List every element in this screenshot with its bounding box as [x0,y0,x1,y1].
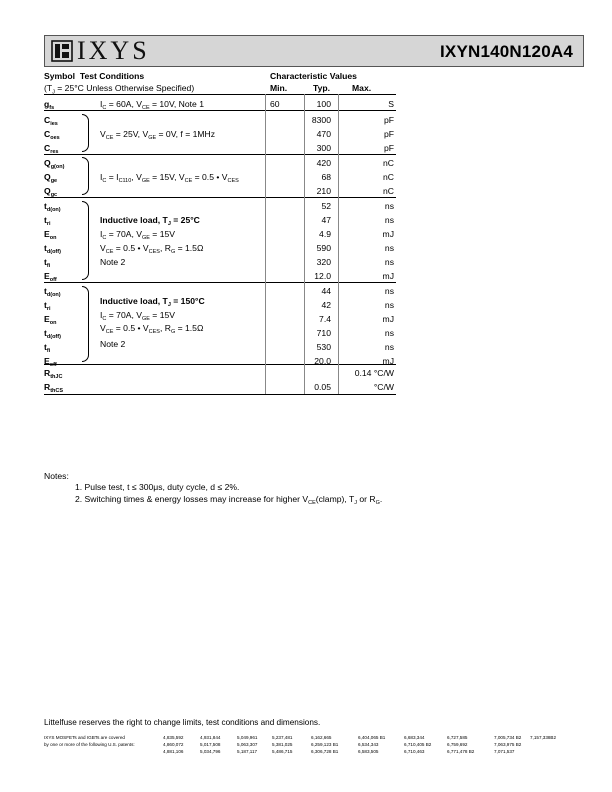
sw150-typ: 42 [321,300,331,310]
sw150-typ: 530 [316,342,331,352]
group-brace [82,286,89,362]
capacitance-condition: $V_{CE} = 25V$, $V_{GE} = 0V$, f = 1MHz [100,129,216,141]
table-rule [44,394,396,395]
sw25-unit: ns [384,243,394,253]
sw25-unit: mJ [382,229,394,239]
typ-header: Typ. [313,83,331,93]
sw25-typ: 4.9 [319,229,331,239]
note2-condition: Note 2 [100,257,126,267]
sw150-symbol: $t_{fi}$ [44,342,51,354]
vce-condition: $V_{CE} = 0.5$ • $V_{CES}$, $R_G = 1.5\Omega$ [100,243,204,255]
qgc-symbol: $Q_{gc}$ [44,186,58,198]
patent-number: 4,860,072 [163,742,184,747]
temperature-note: ($T_J = 25^\circ C$ Unless Otherwise Specified) [44,83,195,96]
notes-title: Notes: [44,471,69,481]
sw150-typ: 44 [321,286,331,296]
sw25-typ: 12.0 [314,271,331,281]
sw150-typ: 7.4 [319,314,331,324]
patent-number: 5,049,961 [237,735,258,740]
table-rule [44,110,396,111]
ic-condition: $I_C = 70A$, $V_{GE} = 15V$ [100,310,176,322]
gfs-min: 60 [270,99,280,109]
note-1: 1. Pulse test, t ≤ 300μs, duty cycle, d ≤ 2%. [75,482,240,492]
patent-label: by one or more of the following U.S. patents: [44,742,135,747]
qgc-typ: 210 [316,186,331,196]
sw150-symbol: $t_{ri}$ [44,300,51,312]
patent-number: 5,381,025 [272,742,293,747]
max-header: Max. [352,83,372,93]
patent-number: 6,534,343 [358,742,379,747]
qge-unit: nC [383,172,394,182]
patent-number: 6,306,728 B1 [311,749,339,754]
qg-symbol: $Q_{g(on)}$ [44,158,65,170]
sw25-unit: mJ [382,271,394,281]
sw25-unit: ns [384,257,394,267]
sw150-symbol: $E_{off}$ [44,356,57,368]
sw150-unit: ns [384,286,394,296]
group-brace [82,157,89,195]
sw150-symbol: $E_{on}$ [44,314,57,326]
min-header: Min. [270,83,288,93]
sw150-typ: 20.0 [314,356,331,366]
part-number: IXYN140N120A4 [439,42,573,61]
sw25-typ: 320 [316,257,331,267]
rthcs-typ: 0.05 [314,382,331,392]
patent-number: 7,071,537 [494,749,515,754]
sw150-unit: mJ [382,356,394,366]
patent-number: 6,583,505 [358,749,379,754]
patent-number: 5,063,307 [237,742,258,747]
cres-symbol: $C_{res}$ [44,143,59,155]
disclaimer: Littelfuse reserves the right to change limits, test conditions and dimensions. [44,718,321,727]
patent-number: 6,710,405 B2 [404,742,432,747]
patent-number: 5,237,481 [272,735,293,740]
cies-symbol: $C_{ies}$ [44,115,58,127]
inductive-load-150-condition: Inductive load, $T_J = 150^\circ C$ [100,296,205,308]
cies-typ: 8300 [311,115,331,125]
patent-number: 5,034,796 [200,749,221,754]
rthcs-symbol: $R_{thCS}$ [44,382,64,394]
rthjc-symbol: $R_{thJC}$ [44,368,63,380]
patent-number: 5,017,508 [200,742,221,747]
rthjc-max: 0.14 °C/W [354,368,394,378]
qge-symbol: $Q_{ge}$ [44,172,58,184]
group-brace [82,201,89,280]
symbol-header: Symbol Test Conditions [44,71,145,81]
vce-condition: $V_{CE} = 0.5$ • $V_{CES}$, $R_G = 1.5\Omega$ [100,323,204,335]
sw150-typ: 710 [316,328,331,338]
brand-name: IXYS [77,36,150,65]
coes-symbol: $C_{oes}$ [44,129,60,141]
patent-number: 6,259,123 B1 [311,742,339,747]
sw25-unit: ns [384,201,394,211]
sw25-symbol: $t_{d(on)}$ [44,201,61,213]
document-header [44,35,584,67]
table-rule [44,154,396,155]
qge-typ: 68 [321,172,331,182]
ixys-logo-icon [51,40,73,62]
patent-number: 4,931,844 [200,735,221,740]
patent-number: 7,063,975 B2 [494,742,522,747]
qg-typ: 420 [316,158,331,168]
sw150-symbol: $t_{d(off)}$ [44,328,61,340]
rthcs-unit: °C/W [373,382,394,392]
gate-charge-condition: $I_C = I_{C110}$, $V_{GE} = 15V$, $V_{CE} = 0.5$ • $V_{CES}$ [100,172,239,184]
qgc-unit: nC [383,186,394,196]
patent-number: 7,005,734 B2 [494,735,522,740]
sw25-symbol: $t_{d(off)}$ [44,243,61,255]
sw25-typ: 52 [321,201,331,211]
sw25-typ: 47 [321,215,331,225]
sw25-typ: 590 [316,243,331,253]
note-2: 2. Switching times & energy losses may increase for higher $V_{CE}(clamp)$, $T_J$ or $R_G$. [75,494,383,506]
column-divider [338,94,339,394]
cies-unit: pF [383,115,394,125]
patent-number: 4,835,592 [163,735,184,740]
gfs-condition: $I_C = 60A$, $V_{CE} = 10V$, Note 1 [100,99,204,111]
table-rule [44,197,396,198]
coes-typ: 470 [316,129,331,139]
sw150-unit: ns [384,300,394,310]
patent-number: 6,162,665 [311,735,332,740]
sw25-symbol: $t_{ri}$ [44,215,51,227]
inductive-load-25-condition: Inductive load, $T_J = 25^\circ C$ [100,215,200,227]
sw150-unit: ns [384,342,394,352]
patent-number: 6,727,585 [447,735,468,740]
cres-typ: 300 [316,143,331,153]
patent-number: 6,710,463 [404,749,425,754]
column-divider [265,94,266,394]
patent-number: 4,881,106 [163,749,184,754]
sw150-symbol: $t_{d(on)}$ [44,286,61,298]
patent-number: 5,187,117 [237,749,258,754]
sw25-symbol: $t_{fi}$ [44,257,51,269]
sw25-unit: ns [384,215,394,225]
ixys-logo [51,36,150,65]
table-rule [44,282,396,283]
sw25-symbol: $E_{on}$ [44,229,57,241]
patent-label: IXYS MOSFETs and IGBTs are covered [44,735,125,740]
group-brace [82,114,89,152]
note2-condition: Note 2 [100,339,126,349]
patent-number: 6,683,344 [404,735,425,740]
qg-unit: nC [383,158,394,168]
sw25-symbol: $E_{off}$ [44,271,57,283]
ic-condition: $I_C = 70A$, $V_{GE} = 15V$ [100,229,176,241]
characteristic-values-header: Characteristic Values [270,71,357,81]
table-rule [44,94,396,95]
table-rule [44,364,396,365]
patent-number: 6,771,478 B2 [447,749,475,754]
patent-number: 6,759,692 [447,742,468,747]
patent-number: 5,486,715 [272,749,293,754]
gfs-typ: 100 [316,99,331,109]
gfs-unit: S [388,99,394,109]
patent-number: 7,157,338B2 [530,735,557,740]
cres-unit: pF [383,143,394,153]
sw150-unit: ns [384,328,394,338]
gfs-symbol: $g_{fs}$ [44,99,55,111]
sw150-unit: mJ [382,314,394,324]
patent-number: 6,404,065 B1 [358,735,386,740]
coes-unit: pF [383,129,394,139]
